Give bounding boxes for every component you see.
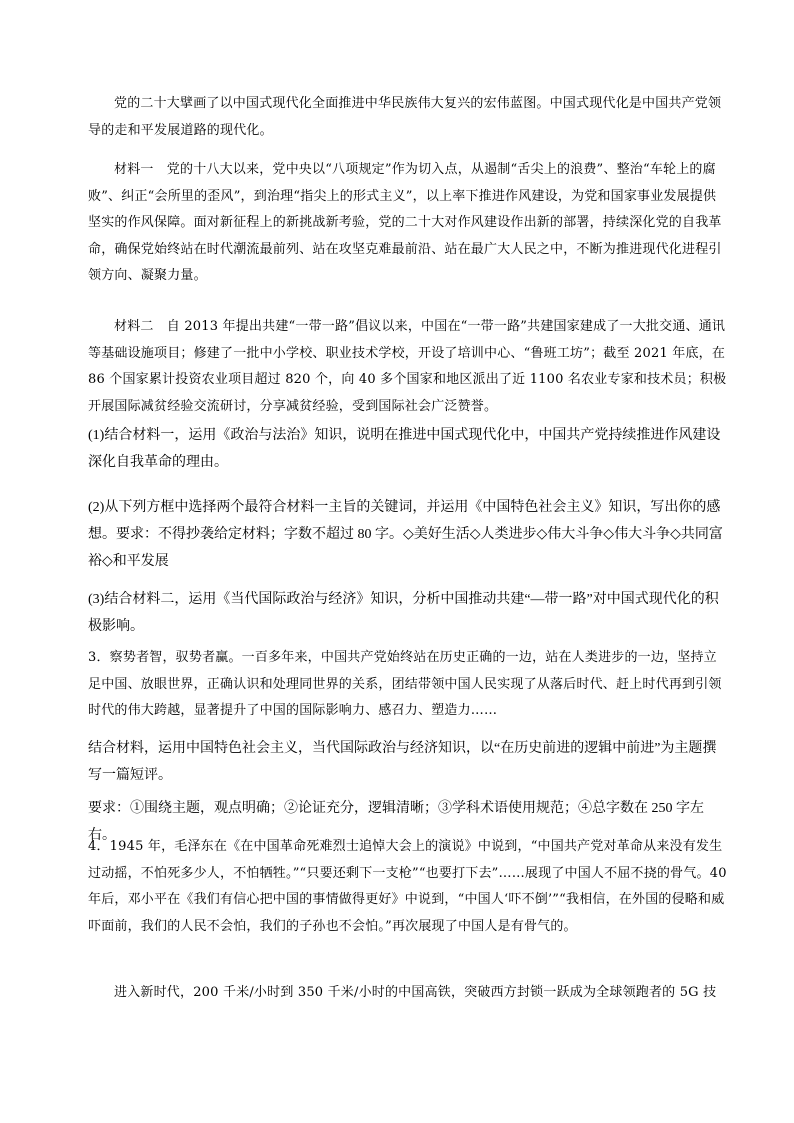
question-3-material: 3．察势者智，驭势者赢。一百多年来，中国共产党始终站在历史正确的一边，站在人类进步的一边，坚持立足中国、放眼世界，正确认识和处理同世界的关系，团结带领中国人民实现了从落后时代、赶上时代再到引领时代的伟大跨越，显著提升了中国的国际影响力、感召力、塑造力……: [88, 650, 722, 718]
question-3-requirements: 要求：①围绕主题，观点明确；②论证充分，逻辑清晰；③学科术语使用规范；④总字数在 250 字左右。: [88, 801, 704, 843]
question-2: (2)从下列方框中选择两个最符合材料一主旨的关键词，并运用《中国特色社会主义》知识，写出你的感想。要求：不得抄袭给定材料；字数不超过 80 字。◇美好生活◇人类进步◇伟大斗争◇伟大斗争◇共同富裕◇和平发展: [88, 500, 723, 569]
question-4-material: 4．1945 年，毛泽东在《在中国革命死难烈士追悼大会上的演说》中说到，“中国共产党对革命从来没有发生过动摇，不怕死多少人，不怕牺牲。”“只要还剩下一支枪”“也要打下去”……展现了中国人不屈不挠的骨气。40 年后，邓小平在《我们有信心把中国的事情做得更好》中说到，“中国人‘吓不倒’”“我相信，在外国的侵略和威吓面前，我们的人民不会怕，我们的子孙也不会怕。”再次展现了中国人是有骨气的。: [88, 839, 727, 934]
question-3: (3)结合材料二，运用《当代国际政治与经济》知识，分析中国推动共建“—带一路”对中国式现代化的积极影响。: [88, 592, 719, 634]
question-3-task: 结合材料，运用中国特色社会主义，当代国际政治与经济知识，以“在历史前进的逻辑中前进”为主题撰写一篇短评。: [88, 741, 717, 783]
material-one-paragraph: 材料一 党的十八大以来，党中央以“八项规定”作为切入点，从遏制“舌尖上的浪费”、整治“车轮上的腐败”、纠正“会所里的歪风”，到治理“指尖上的形式主义”，以上率下推进作风建设，为党和国家事业发展提供坚实的作风保障。面对新征程上的新挑战新考验，党的二十大对作风建设作出新的部署，持续深化党的自我革命，确保党始终站在时代潮流最前列、站在攻坚克难最前沿、站在最广大人民之中，不断为推进现代化进程引领方向、凝聚力量。: [88, 162, 722, 283]
material-two-paragraph: 材料二 自 2013 年提出共建“一带一路”倡议以来，中国在“一带一路”共建国家建成了一大批交通、通讯等基础设施项目；修建了一批中小学校、职业技术学校，开设了培训中心、“鲁班工坊”；截至 2021 年底，在 86 个国家累计投资农业项目超过 820 个，向 40 多个国家和地区派出了近 1100 名农业专家和技术员；积极开展国际减贫经验交流研讨，分享减贫经验，受到国际社会广泛赞誉。: [88, 319, 727, 414]
question-4-continuation: 进入新时代，200 千米/小时到 350 千米/小时的中国高铁，突破西方封锁一跃成为全球领跑者的 5G 技: [114, 985, 717, 1000]
question-1: (1)结合材料一，运用《政治与法治》知识，说明在推进中国式现代化中，中国共产党持续推进作风建设深化自我革命的理由。: [88, 428, 721, 470]
intro-paragraph: 党的二十大擘画了以中国式现代化全面推进中华民族伟大复兴的宏伟蓝图。中国式现代化是中国共产党领导的走和平发展道路的现代化。: [88, 96, 722, 138]
